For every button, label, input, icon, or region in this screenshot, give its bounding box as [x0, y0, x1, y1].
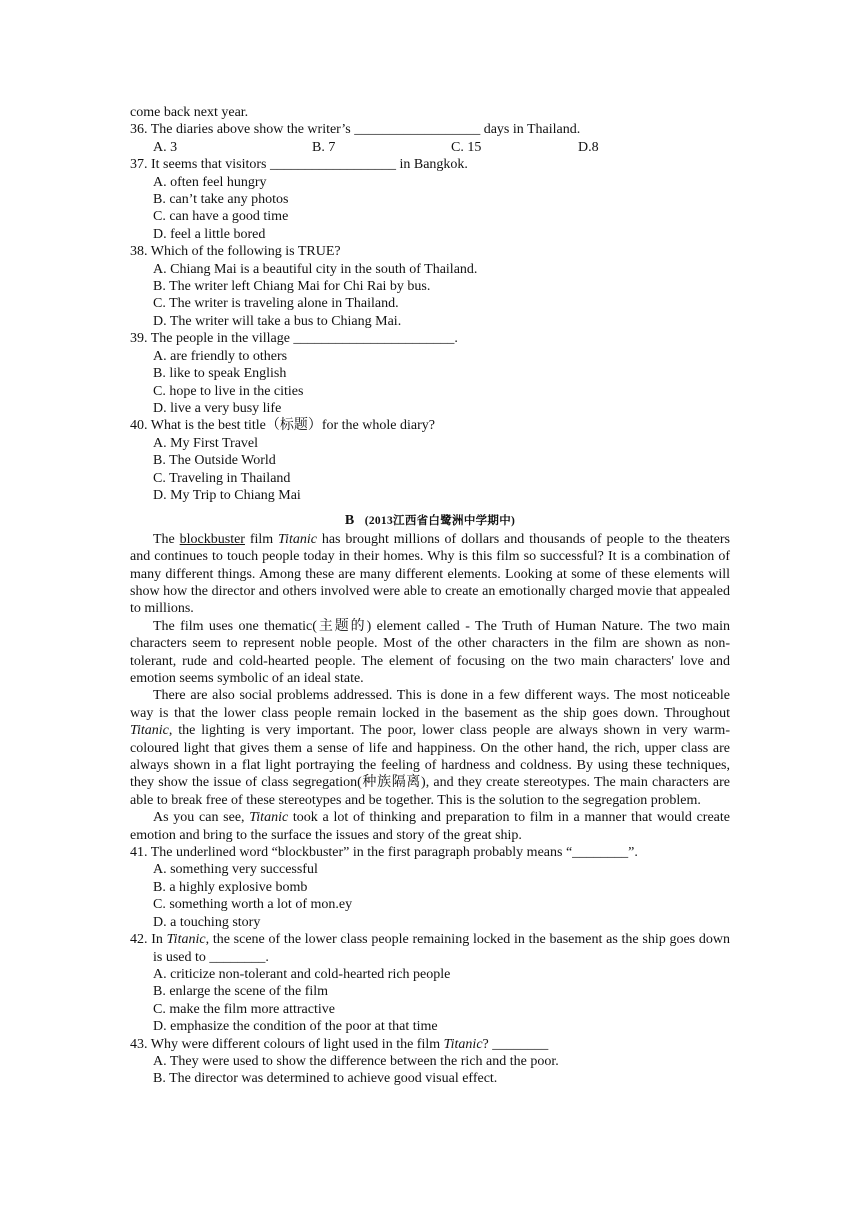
- intro-tail: come back next year.: [130, 105, 249, 120]
- question-40-option-b: B. The Outside World: [153, 453, 276, 469]
- question-36-stem: 36. The diaries above show the writer’s __________________ days in Thailand.: [130, 122, 581, 138]
- section-b-source: (2013江西省白鹭洲中学期中): [364, 515, 516, 528]
- question-40-option-d: D. My Trip to Chiang Mai: [153, 487, 301, 503]
- question-43-option-b: B. The director was determined to achieve good visual effect.: [153, 1071, 498, 1087]
- question-41-option-c: C. something worth a lot of mon.ey: [153, 897, 353, 913]
- question-41-option-b: B. a highly explosive bomb: [153, 879, 308, 895]
- document-page: [130, 104, 730, 1088]
- section-b-letter: B: [344, 513, 355, 529]
- question-38-option-c: C. The writer is traveling alone in Thailand.: [153, 296, 399, 312]
- question-41-option-d: D. a touching story: [153, 914, 261, 930]
- question-36-option-b: B. 7: [312, 139, 336, 155]
- question-38-option-b: B. The writer left Chiang Mai for Chi Rai by bus.: [153, 279, 431, 295]
- question-36-options: [130, 139, 730, 156]
- question-43-stem: 43. Why were different colours of light used in the film Titanic? ________: [130, 1036, 549, 1052]
- question-38-option-a: A. Chiang Mai is a beautiful city in the south of Thailand.: [153, 261, 478, 277]
- question-39-option-b: B. like to speak English: [153, 366, 287, 382]
- question-40-option-a: A. My First Travel: [153, 435, 259, 451]
- question-38-option-d: D. The writer will take a bus to Chiang Mai.: [153, 313, 402, 329]
- question-37-option-b: B. can’t take any photos: [153, 192, 289, 208]
- question-39-option-c: C. hope to live in the cities: [153, 383, 304, 399]
- passage-paragraph-3: There are also social problems addressed. This is done in a few different ways. The most noticeable way is that the lower class people remain locked in the basement as the ship goes down. Throughout Titanic, the lighting is very important. The poor, lower class people are always shown in very warm-coloured light that gives them a sense of life and happiness. On the other hand, the rich, upper class are always shown in a flat light portraying the feeling of hardness and coldness. By using these techniques, they show the issue of class segregation(种族隔离), and they create stereotypes. The main characters are able to break free of these stereotypes and be together. This is the solution to the segregation problem.: [130, 688, 730, 808]
- question-39-stem: 39. The people in the village _______________________.: [130, 331, 458, 347]
- question-43-option-a: A. They were used to show the difference between the rich and the poor.: [153, 1053, 559, 1069]
- section-b-heading: [130, 512, 730, 530]
- question-38-stem: 38. Which of the following is TRUE?: [130, 244, 341, 260]
- question-40-stem: 40. What is the best title（标题）for the whole diary?: [130, 418, 435, 434]
- question-36-option-a: A. 3: [153, 139, 178, 155]
- question-36-option-c: C. 15: [451, 139, 482, 155]
- question-37-option-a: A. often feel hungry: [153, 174, 267, 190]
- question-37-option-d: D. feel a little bored: [153, 226, 266, 242]
- question-39-option-d: D. live a very busy life: [153, 400, 282, 416]
- question-41-option-a: A. something very successful: [153, 862, 318, 878]
- question-40-option-c: C. Traveling in Thailand: [153, 470, 291, 486]
- underlined-word: blockbuster: [179, 531, 245, 547]
- question-36-option-d: D.8: [578, 139, 599, 155]
- question-37-option-c: C. can have a good time: [153, 209, 289, 225]
- question-42-option-a: A. criticize non-tolerant and cold-hearted rich people: [153, 966, 451, 982]
- passage-paragraph-2: The film uses one thematic(主题的) element called - The Truth of Human Nature. The two main characters seem to represent noble people. Most of the other characters in the film are shown as non-tolerant, rude and cold-hearted people. The element of focusing on the two main characters' love and emotion seems symbolic of an ideal state.: [130, 618, 730, 686]
- question-42-stem: 42. In Titanic, the scene of the lower class people remaining locked in the basement as the ship goes down is used to ________.: [130, 932, 730, 965]
- question-42-option-d: D. emphasize the condition of the poor at that time: [153, 1019, 438, 1035]
- question-42-option-b: B. enlarge the scene of the film: [153, 984, 329, 1000]
- passage-paragraph-4: As you can see, Titanic took a lot of thinking and preparation to film in a manner that would create emotion and bring to the surface the issues and story of the great ship.: [130, 810, 730, 843]
- question-41-stem: 41. The underlined word “blockbuster” in the first paragraph probably means “________”.: [130, 845, 638, 861]
- question-39-option-a: A. are friendly to others: [153, 348, 288, 364]
- question-37-stem: 37. It seems that visitors __________________ in Bangkok.: [130, 157, 468, 173]
- question-42-option-c: C. make the film more attractive: [153, 1001, 335, 1017]
- passage-paragraph-1: The blockbuster film Titanic has brought millions of dollars and thousands of people to the theaters and continues to touch people today in their homes. Why is this film so successful? It is a combination of many different things. Among these are many different elements. Looking at some of these elements will show how the director and others involved were able to create an emotionally charged movie that appealed to millions.: [130, 531, 730, 617]
